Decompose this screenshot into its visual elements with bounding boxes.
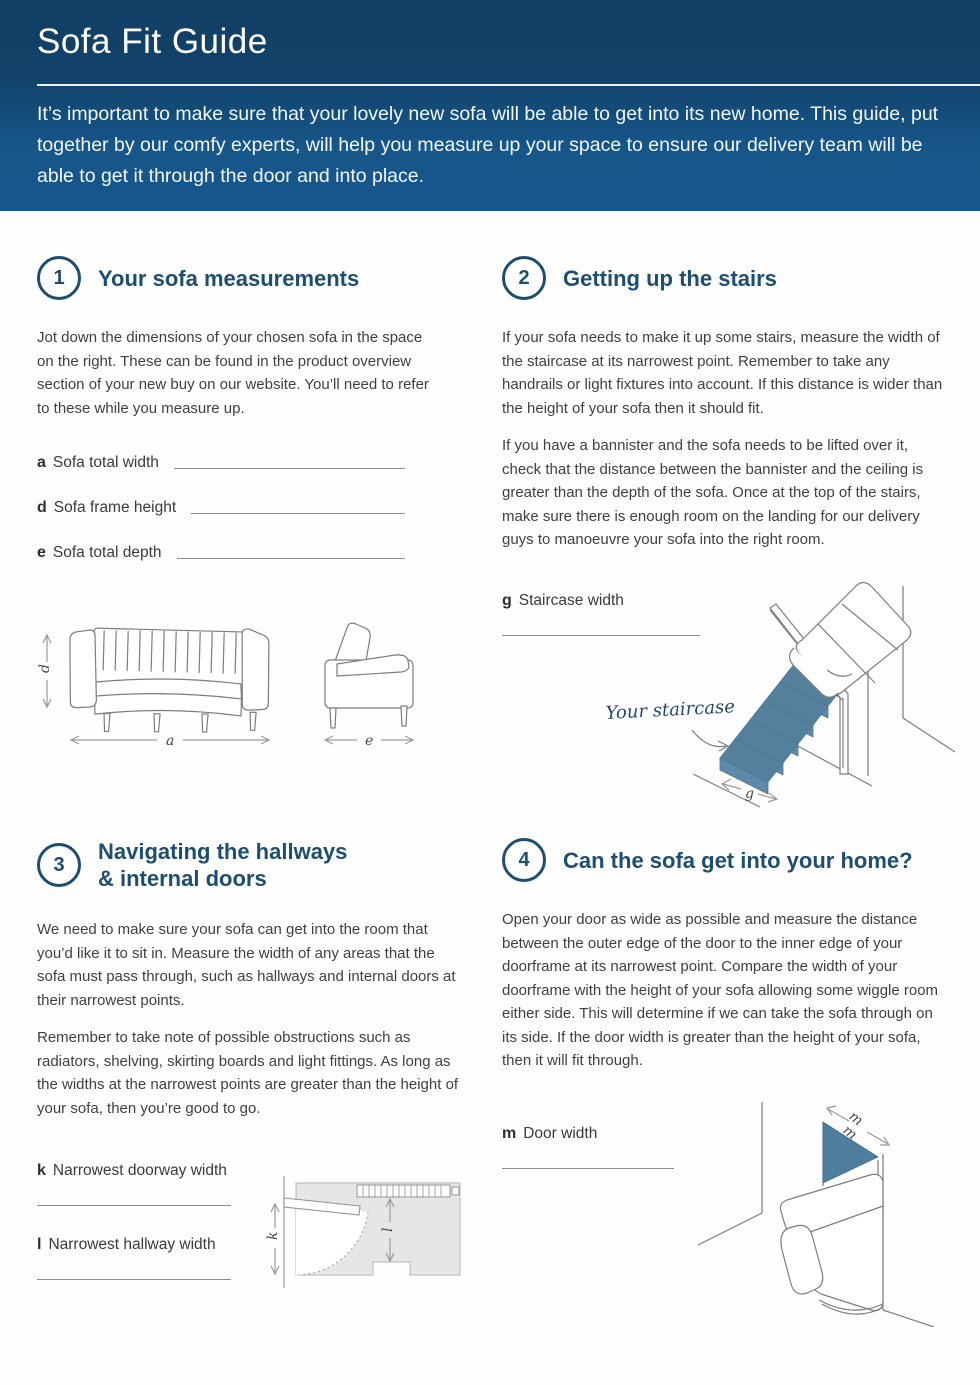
field-sofa-total-depth (37, 544, 405, 562)
sofa-front-view (68, 624, 271, 735)
field-sofa-frame-height (37, 499, 405, 517)
page-title: Sofa Fit Guide (37, 22, 268, 61)
width-dimension-arrow (71, 733, 269, 749)
sofa-side-view (325, 623, 413, 728)
field-label: Door width (523, 1124, 598, 1142)
field-letter: e (37, 544, 46, 561)
floorplan (284, 1176, 460, 1288)
height-dimension-arrow (37, 635, 53, 707)
write-in-line (37, 1205, 231, 1206)
sofa-on-stairs (790, 583, 911, 698)
width-letter: a (166, 733, 175, 749)
field-narrowest-doorway (37, 1162, 231, 1206)
section-3-number-badge: 3 (37, 843, 81, 887)
field-label: Sofa frame height (53, 499, 177, 516)
section-2-title: Getting up the stairs (563, 265, 777, 291)
section-2-number-badge: 2 (502, 256, 546, 300)
doorway-width-arrow (265, 1204, 281, 1274)
section-4-title: Can the sofa get into your home? (563, 847, 913, 873)
field-narrowest-hallway (37, 1236, 231, 1280)
write-in-line (177, 558, 406, 559)
section-1-fields (37, 454, 457, 562)
field-door-width (502, 1125, 674, 1169)
doorway-illustration (692, 1082, 957, 1327)
write-in-line (174, 468, 405, 469)
staircase-caption: Your staircase (605, 696, 736, 724)
section-4-paragraph: Open your door as wide as possible and measure the distance between the outer edge of the door to the inner edge of your doorframe at its narrowest point. Compare the width of your doorframe with the height of your sofa allowing some wiggle room either side. This will determine if we can take the sofa through on its side. If the door width is greater than the height of your sofa, then it will fit through. (502, 911, 939, 1069)
section-sofa-measurements (37, 256, 457, 589)
staircase-illustration (580, 578, 955, 808)
depth-letter: e (365, 733, 374, 749)
section-4-number-badge: 4 (502, 838, 546, 882)
header-divider (37, 84, 980, 86)
write-in-line (37, 1279, 231, 1280)
staircase-width-letter: g (745, 786, 754, 802)
field-sofa-total-width (37, 454, 405, 472)
section-1-paragraph: Jot down the dimensions of your chosen sofa in the space on the right. These can be found in the product overview section of your new buy on our website. You’ll need to refer to these while you measure up. (37, 329, 429, 417)
field-label: Sofa total width (52, 454, 159, 471)
section-3-paragraph-2: Remember to take note of possible obstructions such as radiators, shelving, skirting boards and light fittings. As long as the widths at the narrowest points are greater than the height of your sofa, then you’re good to go. (37, 1029, 459, 1117)
field-letter: a (37, 454, 46, 471)
hallway-letter: l (380, 1227, 396, 1232)
depth-dimension-arrow (325, 733, 413, 749)
door-width-letter: m (845, 1108, 866, 1130)
section-4-header (502, 838, 951, 882)
write-in-line (502, 1168, 674, 1169)
section-3-title: Navigating the hallways & internal doors (98, 839, 348, 891)
section-3-header (37, 838, 469, 892)
sofa-measurement-illustration (37, 602, 437, 752)
section-2-paragraph-2: If you have a bannister and the sofa needs to be lifted over it, check that the distance between the bannister and the ceiling is greater than the depth of the sofa. Once at the top of the stairs, make sure there is enough room on the landing for our delivery guys to manoeuvre your sofa into the right room. (502, 437, 924, 548)
field-letter: d (37, 499, 47, 516)
field-letter: g (502, 591, 512, 609)
section-2-paragraph-1: If your sofa needs to make it up some stairs, measure the width of the staircase at its narrowest point. Remember to take any handrails or light fixtures into account. If this distance is wider than the height of your sofa then it should fit. (502, 329, 943, 417)
door-width-letter-2: m (839, 1122, 860, 1144)
section-1-number-badge: 1 (37, 256, 81, 300)
section-3-paragraph-1: We need to make sure your sofa can get into the room that you’d like it to sit in. Measure the width of any areas that the sofa must pass through, such as hallways and internal doors at their narrowest points. (37, 921, 456, 1009)
field-letter: l (37, 1236, 42, 1253)
field-label: Staircase width (518, 591, 624, 609)
height-letter: d (37, 664, 53, 673)
write-in-line (191, 513, 405, 514)
hallway-floorplan-illustration (250, 1168, 465, 1298)
section-1-title: Your sofa measurements (98, 265, 360, 291)
sofa-through-door (780, 1174, 883, 1314)
field-label: Narrowest doorway width (52, 1162, 227, 1179)
field-letter: k (37, 1162, 46, 1179)
caption-arrow (692, 730, 728, 751)
field-label: Narrowest hallway width (48, 1236, 216, 1253)
header-banner (0, 0, 980, 211)
intro-text: It’s important to make sure that your lovely new sofa will be able to get into its new home. This guide, put together by our comfy experts, will help you measure up your space to ensure our delivery team will be able to get it through the door and into place. (37, 103, 939, 187)
field-letter: m (502, 1124, 517, 1142)
section-1-header (37, 256, 457, 300)
section-2-header (502, 256, 949, 300)
doorway-letter: k (265, 1231, 281, 1240)
field-label: Sofa total depth (52, 544, 162, 561)
